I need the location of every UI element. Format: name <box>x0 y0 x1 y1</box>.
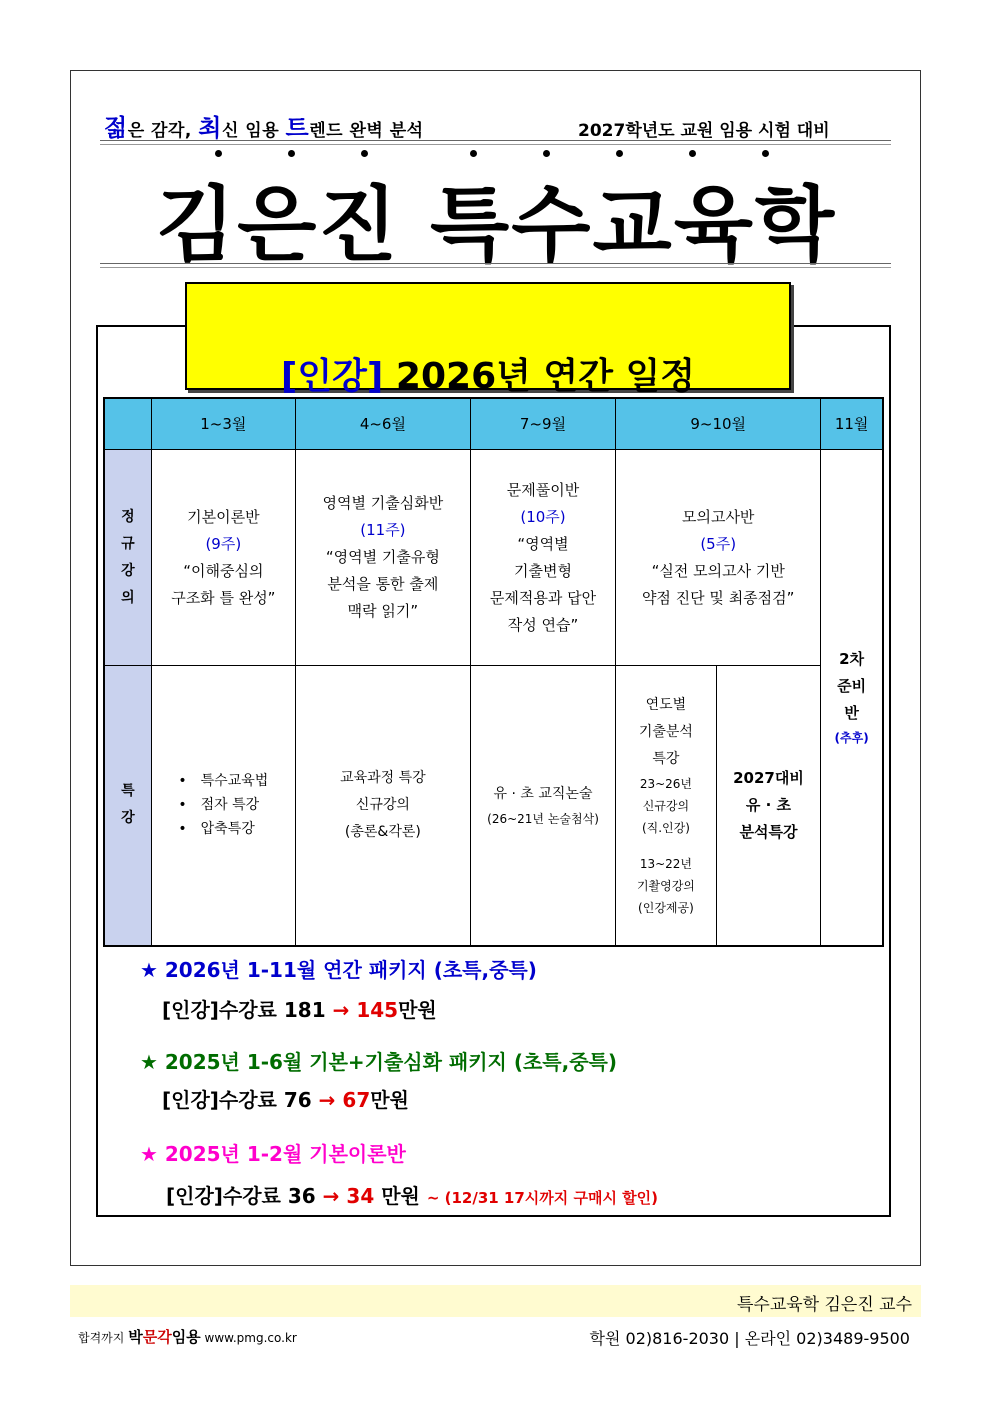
fee-label: [인강]수강료 <box>162 1088 277 1112</box>
label-char: 강 <box>121 562 135 579</box>
logo-text: 문각 <box>142 1328 172 1346</box>
course-desc: 맥락 읽기” <box>347 602 419 620</box>
special-text: (직.인강) <box>641 820 690 835</box>
month-cell: 4~6월 <box>295 398 470 450</box>
special-text: 유 · 초 교직논술 <box>493 785 593 802</box>
fee-new: 145 <box>356 998 399 1022</box>
package-fee-basic <box>166 1180 658 1209</box>
fee-old: 76 <box>283 1088 312 1112</box>
tagline-part: 최 <box>198 114 222 142</box>
main-title: 김은진 특수교육학 <box>155 178 837 273</box>
fee-note: ~ (12/31 17시까지 구매시 할인) <box>426 1189 659 1207</box>
fee-unit: 만원 <box>398 998 437 1022</box>
header-corner <box>104 398 151 450</box>
course-second-round <box>821 450 883 946</box>
course-desc: “영역별 기출유형 <box>325 548 440 566</box>
special-text: 기출분석 <box>638 723 693 740</box>
special-text: 기촬영강의 <box>636 878 695 893</box>
table-row-regular <box>104 450 883 666</box>
course-desc: 작성 연습” <box>507 615 579 634</box>
course-basic <box>151 450 295 666</box>
special-text: 13~22년 <box>639 856 693 871</box>
course-desc: 구조화 틀 완성” <box>171 588 276 607</box>
tagline-part: 젊 <box>104 114 128 142</box>
course-weeks: (5주) <box>700 534 737 553</box>
course-problem <box>470 450 615 666</box>
row-label-special <box>104 666 151 946</box>
fee-label: [인강]수강료 <box>162 998 277 1022</box>
logo-text: 임용 <box>171 1328 201 1346</box>
course-weeks: (10주) <box>520 507 566 526</box>
logo-url: www.pmg.co.kr <box>204 1331 297 1345</box>
tagline-part: 신 임용 <box>221 121 286 141</box>
course-desc: 약점 진단 및 최종점검” <box>641 588 795 607</box>
label-char: 특 <box>121 783 135 800</box>
special-text: 신규강의 <box>355 796 410 813</box>
tagline-part: 렌드 완벽 분석 <box>309 121 424 141</box>
course-desc: 문제적용과 답안 <box>489 588 597 607</box>
list-item: • 특수교육법 <box>178 769 268 793</box>
course-weeks: (11주) <box>360 521 406 539</box>
special-2027 <box>716 666 821 946</box>
special-text: 2027대비 <box>733 768 804 787</box>
special-text: (총론&각론) <box>344 823 421 840</box>
special-analysis <box>616 666 717 946</box>
month-cell: 9~10월 <box>616 398 821 450</box>
package-title-annual: ★ 2026년 1-11월 연간 패키지 (초특,중특) <box>140 958 537 982</box>
divider-bottom <box>100 263 891 268</box>
tagline-part: 은 감각, <box>127 121 199 141</box>
fee-label: [인강]수강료 <box>166 1184 281 1208</box>
package-title-half: ★ 2025년 1-6월 기본+기출심화 패키지 (초특,중특) <box>140 1050 617 1074</box>
special-text: (26~21년 논술첨삭) <box>487 811 599 826</box>
banner-prefix: [인강] <box>280 356 384 397</box>
course-desc: 분석을 통한 출제 <box>327 575 439 593</box>
package-title-basic: ★ 2025년 1-2월 기본이론반 <box>140 1142 406 1166</box>
contact-info: 학원 02)816-2030 | 온라인 02)3489-9500 <box>589 1329 910 1348</box>
list-item: • 점자 특강 <box>178 793 268 817</box>
course-name: 문제풀이반 <box>506 480 580 499</box>
special-text: (인강제공) <box>638 900 694 915</box>
course-desc: 기출변형 <box>514 561 572 580</box>
special-text: 특강 <box>652 750 680 767</box>
table-row-special <box>104 666 883 946</box>
label-char: 규 <box>121 535 135 552</box>
label-char: 강 <box>121 810 135 827</box>
logo-text: 박 <box>128 1328 143 1346</box>
month-cell: 11월 <box>821 398 883 450</box>
month-cell: 1~3월 <box>151 398 295 450</box>
tagline <box>104 108 424 143</box>
special-law <box>151 666 295 946</box>
special-text: 교육과정 특강 <box>340 769 426 786</box>
schedule-table <box>103 397 884 947</box>
course-name: 2차 <box>839 649 865 668</box>
special-text: 신규강의 <box>642 798 690 813</box>
fee-old: 181 <box>283 998 326 1022</box>
fee-new: 34 <box>346 1184 375 1208</box>
fee-unit: 만원 <box>370 1088 409 1112</box>
course-name: 기본이론반 <box>187 507 260 526</box>
special-text: 23~26년 <box>639 776 693 791</box>
tagline-part: 트 <box>285 114 310 142</box>
fee-new: 67 <box>342 1088 371 1112</box>
course-name: 준비 <box>837 676 867 695</box>
publisher-logo <box>78 1326 297 1347</box>
divider-top <box>100 140 891 145</box>
course-name: 반 <box>844 703 859 722</box>
course-name: 영역별 기출심화반 <box>322 494 444 512</box>
course-desc: “영역별 <box>517 534 569 553</box>
special-text: 연도별 <box>645 696 687 713</box>
package-fee-half <box>162 1084 409 1113</box>
logo-text: 합격까지 <box>78 1331 125 1345</box>
course-deep <box>295 450 470 666</box>
course-weeks: (9주) <box>205 534 242 553</box>
course-desc: “실전 모의고사 기반 <box>651 561 785 580</box>
banner-text: 2026년 연간 일정 <box>395 356 696 397</box>
special-text: 유 · 초 <box>745 795 792 814</box>
course-note: (추후) <box>834 730 869 745</box>
arrow-icon: → <box>322 1184 340 1208</box>
fee-old: 36 <box>287 1184 316 1208</box>
fee-unit: 만원 <box>381 1184 420 1208</box>
course-name: 모의고사반 <box>681 507 755 526</box>
package-fee-annual <box>162 994 437 1023</box>
label-char: 의 <box>121 589 135 606</box>
row-label-regular <box>104 450 151 666</box>
table-header-row <box>104 398 883 450</box>
course-mock <box>616 450 821 666</box>
month-cell: 7~9월 <box>470 398 615 450</box>
special-curriculum <box>295 666 470 946</box>
special-text: 분석특강 <box>739 822 798 841</box>
special-essay <box>470 666 615 946</box>
exam-target: 2027학년도 교원 임용 시험 대비 <box>578 121 830 141</box>
list-item: • 압축특강 <box>178 817 268 841</box>
arrow-icon: → <box>332 998 350 1022</box>
banner <box>185 282 791 397</box>
arrow-icon: → <box>318 1088 336 1112</box>
professor-name: 특수교육학 김은진 교수 <box>736 1295 912 1315</box>
course-desc: “이해중심의 <box>183 561 264 580</box>
label-char: 정 <box>121 508 135 525</box>
